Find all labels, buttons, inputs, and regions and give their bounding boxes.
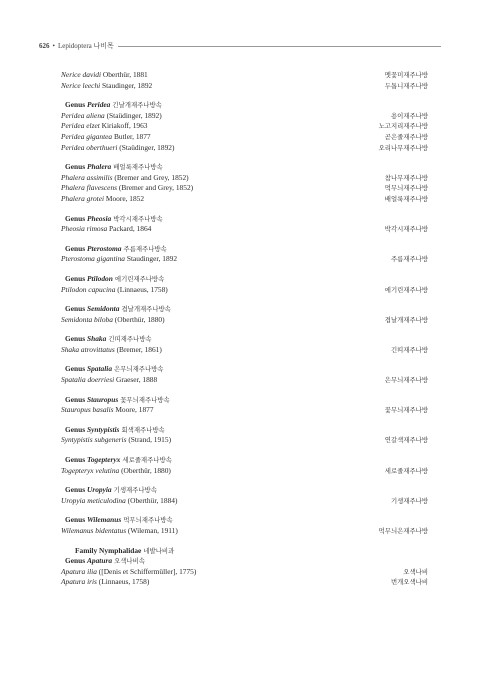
family-label: Family — [75, 545, 100, 555]
species-author: Kiriakoff, 1963 — [99, 121, 148, 131]
species-name: Nerice davidi — [61, 70, 102, 79]
genus-korean-name: 은무늬재주나방속 — [112, 365, 164, 374]
species-row — [61, 567, 428, 578]
species-row — [61, 405, 428, 416]
species-entry — [61, 577, 149, 588]
species-entry — [61, 70, 148, 81]
genus-korean-name: 긴띠재주나방속 — [106, 335, 152, 344]
korean-name: 박각시재주나방 — [384, 225, 428, 234]
genus-name: Stauropus — [86, 394, 119, 404]
korean-name: 오리나무재주나방 — [378, 143, 428, 152]
species-row — [61, 577, 428, 588]
genus-name: Shaka — [86, 334, 107, 344]
species-row — [61, 70, 428, 81]
family-name: Nymphalidae — [99, 545, 142, 555]
species-row — [61, 496, 428, 507]
genus-korean-name: 세로줄재주나방속 — [120, 456, 172, 465]
species-author: Staudinger, 1892 — [100, 80, 153, 90]
family-korean-name: 네발나비과 — [141, 546, 175, 555]
genus-heading — [61, 455, 428, 466]
korean-name: 오색나비 — [403, 567, 428, 576]
genus-name: Pheosia — [86, 213, 112, 223]
genus-heading — [61, 100, 428, 111]
species-name: Phalera flavescens — [61, 183, 118, 193]
species-entry — [61, 466, 171, 477]
species-name: Uropyia meticulodina — [61, 495, 126, 505]
korean-name: 은무늬재주나방 — [384, 376, 428, 385]
species-author: (Wileman, 1911) — [126, 526, 178, 535]
species-name: Semidonta biloba — [61, 314, 113, 324]
genus-label: Genus — [65, 100, 87, 110]
species-row — [61, 254, 428, 265]
korean-name: 곧은줄재주나방 — [384, 132, 428, 141]
korean-name: 먹무늬재주나방 — [384, 184, 428, 193]
korean-name: 용이재주나방 — [390, 111, 428, 120]
species-name: Shaka atrovittatus — [61, 344, 115, 354]
checklist-body — [61, 70, 428, 588]
species-author: (Strand, 1915) — [126, 435, 172, 445]
species-entry — [61, 375, 157, 386]
genus-heading — [61, 556, 428, 567]
genus-label: Genus — [65, 273, 87, 283]
species-author: Packard, 1864 — [107, 224, 152, 234]
species-row — [61, 435, 428, 446]
genus-name: Pterostoma — [86, 243, 122, 253]
korean-name: 번개오색나비 — [390, 578, 428, 587]
genus-heading — [61, 364, 428, 375]
korean-name: 두톱니재주나방 — [384, 81, 428, 90]
species-author: Oberthür, 1881 — [101, 70, 148, 79]
species-entry — [61, 183, 193, 194]
genus-label: Genus — [65, 304, 87, 314]
header-bullet: • — [52, 42, 55, 50]
genus-korean-name: 배얼룩재주나방속 — [111, 163, 163, 172]
genus-heading — [61, 162, 428, 173]
species-author: (Linnaeus, 1758) — [96, 577, 150, 587]
genus-label: Genus — [65, 394, 87, 404]
korean-name: 노고지리재주나방 — [378, 122, 428, 131]
species-row — [61, 132, 428, 143]
genus-name: Spatalia — [86, 364, 113, 374]
korean-name: 주름재주나방 — [390, 255, 428, 264]
species-name: Pterostoma gigantina — [61, 254, 125, 264]
species-name: Ptilodon capucina — [61, 284, 116, 294]
species-entry — [61, 224, 151, 235]
korean-name: 기생재주나방 — [390, 496, 428, 505]
species-author: Butler, 1877 — [112, 131, 151, 141]
species-name: Pheosia rimosa — [61, 224, 108, 234]
genus-label: Genus — [65, 213, 87, 223]
species-author: (Staüdinger, 1892) — [117, 142, 175, 152]
species-author: (Staüdinger, 1892) — [104, 110, 162, 120]
genus-korean-name: 회색재주나방속 — [119, 425, 165, 434]
species-entry — [61, 345, 162, 356]
species-name: Apatura iris — [61, 577, 97, 587]
genus-label: Genus — [65, 424, 87, 434]
species-row — [61, 285, 428, 296]
species-entry — [61, 254, 177, 265]
genus-name: Wilemanus — [86, 515, 122, 525]
species-row — [61, 224, 428, 235]
species-name: Peridea gigantea — [61, 131, 113, 141]
species-author: (Linnaeus, 1758) — [115, 284, 168, 294]
species-entry — [61, 81, 152, 92]
genus-heading — [61, 244, 428, 255]
species-name: Stauropus basalis — [61, 405, 114, 415]
species-entry — [61, 194, 144, 205]
genus-label: Genus — [65, 162, 87, 172]
genus-heading — [61, 214, 428, 225]
species-author: (Oberthür, 1880) — [112, 314, 165, 324]
species-name: Apatura ilia — [61, 566, 97, 576]
genus-label: Genus — [65, 243, 87, 253]
genus-korean-name: 먹무늬재주나방속 — [121, 516, 173, 525]
genus-name: Apatura — [86, 556, 113, 566]
species-author: ([Denis et Schiffermüller], 1775) — [96, 566, 197, 576]
species-author: (Oberthür, 1884) — [125, 495, 178, 505]
species-author: (Oberthür, 1880) — [119, 465, 171, 475]
genus-heading — [61, 485, 428, 496]
species-author: (Bremer and Grey, 1852) — [112, 172, 189, 182]
species-name: Spatalia doerriesi — [61, 375, 115, 385]
species-entry — [61, 173, 189, 184]
genus-name: Ptilodon — [86, 273, 113, 283]
species-row — [61, 526, 428, 537]
header-rule — [118, 46, 441, 47]
genus-name: Syntypistis — [86, 424, 120, 434]
species-entry — [61, 567, 196, 578]
genus-korean-name: 박각시재주나방속 — [111, 214, 163, 223]
genus-korean-name: 긴날개재주나방속 — [110, 101, 162, 110]
genus-korean-name: 기생재주나방속 — [111, 486, 157, 495]
running-header — [39, 40, 441, 52]
species-entry — [61, 405, 154, 416]
species-row — [61, 143, 428, 154]
species-author: Moore, 1877 — [113, 405, 154, 415]
korean-name: 연갈색재주나방 — [384, 436, 428, 445]
genus-label: Genus — [65, 485, 87, 495]
species-entry — [61, 121, 148, 132]
genus-label: Genus — [65, 455, 87, 465]
species-entry — [61, 132, 151, 143]
species-entry — [61, 143, 174, 154]
species-row — [61, 183, 428, 194]
korean-name: 참나무재주나방 — [384, 173, 428, 182]
species-name: Wilemanus bidentatus — [61, 526, 127, 535]
species-author: (Bremer, 1861) — [114, 344, 162, 354]
species-name: Nerice leechi — [61, 80, 101, 90]
species-entry — [61, 526, 178, 537]
genus-korean-name: 에기린재주나방속 — [112, 274, 165, 283]
genus-heading — [61, 425, 428, 436]
korean-name: 먹무늬은재주나방 — [378, 527, 428, 535]
genus-name: Peridea — [86, 100, 111, 110]
genus-label: Genus — [65, 556, 87, 566]
species-row — [61, 81, 428, 92]
genus-name: Uropyia — [86, 485, 112, 495]
species-name: Syntypistis subgeneris — [61, 435, 127, 445]
genus-name: Semidonta — [86, 304, 120, 314]
species-author: Graeser, 1888 — [114, 375, 158, 385]
genus-label: Genus — [65, 334, 87, 344]
genus-label: Genus — [65, 364, 87, 374]
species-entry — [61, 285, 168, 296]
korean-name: 꽃무늬재주나방 — [384, 406, 428, 415]
korean-name: 배얼룩재주나방 — [384, 194, 428, 203]
korean-name: 겹날개재주나방 — [384, 315, 428, 324]
species-author: Staudinger, 1892 — [124, 254, 178, 264]
family-heading — [61, 546, 428, 557]
species-name: Togepteryx velutina — [61, 465, 120, 475]
species-entry — [61, 496, 177, 507]
species-name: Peridea oberthueri — [61, 142, 118, 152]
genus-heading — [61, 515, 428, 526]
species-row — [61, 466, 428, 477]
species-row — [61, 173, 428, 184]
genus-name: Phalera — [86, 162, 112, 172]
running-title: Lepidoptera 나비목 — [57, 42, 114, 50]
species-author: Moore, 1852 — [104, 193, 145, 203]
species-name: Phalera grotei — [61, 193, 105, 203]
genus-heading — [61, 395, 428, 406]
species-row — [61, 345, 428, 356]
genus-heading — [61, 334, 428, 345]
korean-name: 긴띠재주나방 — [390, 345, 428, 354]
genus-heading — [61, 274, 428, 285]
korean-name: 세로줄재주나방 — [384, 466, 428, 475]
genus-korean-name: 꽃무늬재주나방속 — [118, 395, 170, 404]
species-entry — [61, 111, 162, 122]
genus-korean-name: 주름재주나방속 — [121, 244, 167, 253]
species-row — [61, 194, 428, 205]
korean-name: 에기린재주나방 — [384, 285, 428, 294]
species-row — [61, 375, 428, 386]
species-name: Phalera assimilis — [61, 172, 113, 182]
genus-label: Genus — [65, 515, 87, 525]
species-entry — [61, 315, 165, 326]
genus-name: Togepteryx — [86, 455, 121, 465]
species-author: (Bremer and Grey, 1852) — [117, 183, 194, 193]
species-row — [61, 111, 428, 122]
species-row — [61, 315, 428, 326]
page-number: 626 — [39, 42, 50, 50]
genus-korean-name: 오색나비속 — [112, 557, 145, 566]
genus-heading — [61, 304, 428, 315]
species-entry — [61, 435, 171, 446]
species-name: Peridea elzet — [61, 121, 100, 131]
species-row — [61, 121, 428, 132]
korean-name: 멧꽃미재주나방 — [384, 71, 428, 79]
species-name: Peridea aliena — [61, 110, 105, 120]
genus-korean-name: 겹날개재주나방속 — [119, 305, 171, 314]
